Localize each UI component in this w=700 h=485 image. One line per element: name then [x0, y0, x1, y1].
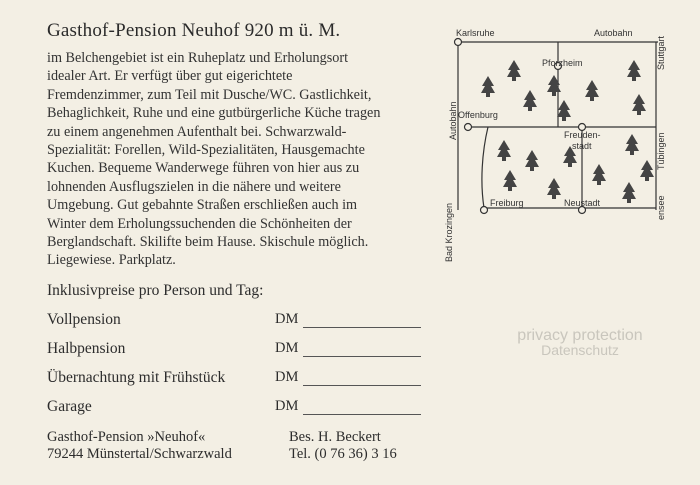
map-label-neustadt: Neustadt	[564, 198, 601, 208]
business-address: 79244 Münstertal/Schwarzwald	[47, 446, 232, 462]
description-line: idealer Art. Er verfügt über gut eigerichtete	[47, 68, 293, 85]
price-label: Übernachtung mit Frühstück	[47, 369, 226, 386]
tree-icon	[507, 60, 521, 81]
map-label-freiburg: Freiburg	[490, 198, 524, 208]
tree-icon	[525, 150, 539, 171]
tree-icon	[640, 160, 654, 181]
price-row-halbpension	[47, 340, 427, 360]
map-label-freudenstadt-1: Freuden-	[564, 130, 601, 140]
currency-label: DM	[275, 311, 299, 327]
description-line: Liegewiese. Parkplatz.	[47, 252, 176, 269]
map-label-karlsruhe: Karlsruhe	[456, 28, 495, 38]
tree-icon	[592, 164, 606, 185]
business-name: Gasthof-Pension »Neuhof«	[47, 429, 206, 445]
description-line: Behaglichkeit, Ruhe und eine gutbürgerliche Küche tragen	[47, 105, 381, 122]
map-label-freudenstadt-2: stadt	[572, 141, 592, 151]
tree-icon	[523, 90, 537, 111]
map-label-stuttgart: Stuttgart	[656, 35, 666, 70]
price-label: Vollpension	[47, 311, 121, 328]
currency-label: DM	[275, 369, 299, 385]
tree-icon	[557, 100, 571, 121]
tree-icon	[622, 182, 636, 203]
town-marker-karlsruhe	[455, 39, 462, 46]
map-label-pforzheim: Pforzheim	[542, 58, 583, 68]
currency-label: DM	[275, 398, 299, 414]
tree-icon	[585, 80, 599, 101]
description	[47, 49, 417, 270]
town-marker-offenburg	[465, 124, 472, 131]
address-block	[47, 429, 232, 463]
prices-title: Inklusivpreise pro Person und Tag:	[47, 282, 264, 299]
phone-number: Tel. (0 76 36) 3 16	[289, 446, 397, 462]
description-line: Spezialität: Forellen, Wild-Spezialitäten, Hausgemachte	[47, 142, 365, 159]
map-label-autobahn-side: Autobahn	[448, 101, 458, 140]
price-row-uebernachtung	[47, 369, 427, 389]
tree-icon	[497, 140, 511, 161]
map-label-bodensee: ensee	[656, 195, 666, 220]
owner-name: Bes. H. Beckert	[289, 429, 381, 445]
tree-icon	[625, 134, 639, 155]
description-line: Umgebung. Gut gebahnte Straßen erschließen auch im	[47, 197, 358, 214]
tree-icon	[547, 75, 561, 96]
watermark-line-1: privacy protection	[517, 327, 643, 344]
tree-icon	[481, 76, 495, 97]
description-line: Berglandschaft. Skilifte beim Hause. Skischule möglich.	[47, 234, 369, 251]
page-title: Gasthof-Pension Neuhof 920 m ü. M.	[47, 20, 341, 41]
price-blank-line	[303, 356, 421, 357]
owner-block	[289, 429, 397, 463]
price-row-vollpension	[47, 311, 427, 331]
description-line: lohnenden Ausflugszielen in die nähere und weitere	[47, 178, 341, 195]
price-blank-line	[303, 385, 421, 386]
tree-icon	[547, 178, 561, 199]
price-blank-line	[303, 327, 421, 328]
map-svg	[444, 22, 666, 262]
location-map	[444, 22, 666, 262]
description-line: zu einem angenehmen Aufenthalt bei. Schwarzwald-	[47, 123, 347, 140]
map-label-tuebingen: Tübingen	[656, 132, 666, 170]
watermark	[500, 329, 660, 357]
map-label-autobahn-top: Autobahn	[594, 28, 633, 38]
watermark-line-2: Datenschutz	[541, 342, 619, 358]
map-label-offenburg: Offenburg	[458, 110, 498, 120]
price-row-garage	[47, 398, 427, 418]
price-label: Halbpension	[47, 340, 126, 357]
tree-icon	[627, 60, 641, 81]
tree-icon	[503, 170, 517, 191]
tree-icon	[632, 94, 646, 115]
price-blank-line	[303, 414, 421, 415]
road-offenburg-freiburg	[482, 127, 488, 208]
description-line: im Belchengebiet ist ein Ruheplatz und Erholungsort	[47, 50, 349, 66]
description-line: Winter dem Erholungssuchenden die Schönheiten der	[47, 215, 352, 232]
town-marker-freiburg	[481, 207, 488, 214]
description-line: Kuchen. Bequeme Wanderwege führen von hier aus zu	[47, 160, 360, 177]
map-label-bad-krozingen: Bad Krozingen	[444, 202, 454, 262]
currency-label: DM	[275, 340, 299, 356]
description-line: Fremdenzimmer, zum Teil mit Dusche/WC. Gastlichkeit,	[47, 86, 372, 103]
price-label: Garage	[47, 398, 92, 415]
